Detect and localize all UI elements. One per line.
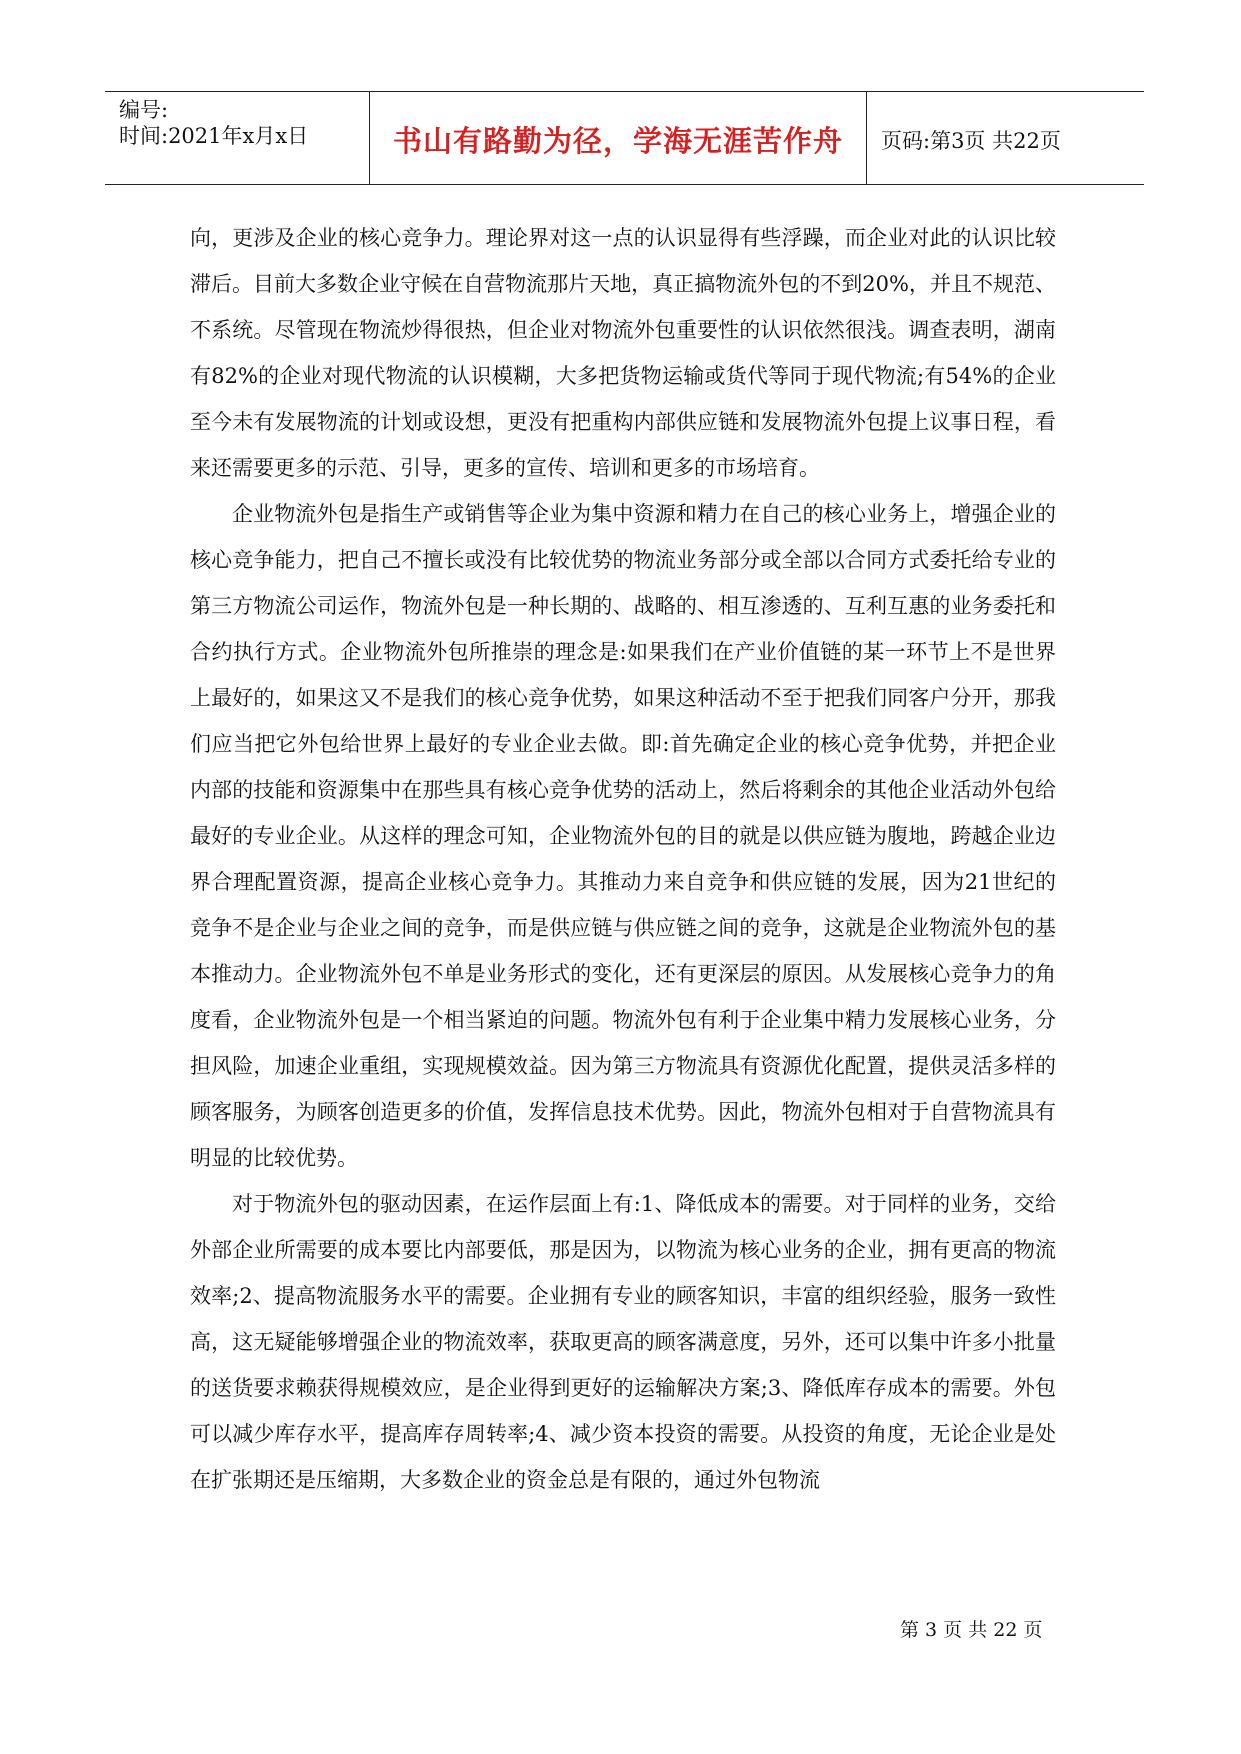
motto-text: 书山有路勤为径，学海无涯苦作舟 <box>392 124 843 158</box>
header-info-cell <box>105 92 370 184</box>
paragraph-3: 对于物流外包的驱动因素，在运作层面上有:1、降低成本的需要。对于同样的业务，交给外部企业所需要的成本要比内部要低，那是因为，以物流为核心业务的企业，拥有更高的物流效率;2、提高物流服务水平的需要。企业拥有专业的顾客知识，丰富的组织经验，服务一致性高，这无疑能够增强企业的物流效率，获取更高的顾客满意度，另外，还可以集中许多小批量的送货要求赖获得规模效应，是企业得到更好的运输解决方案;3、降低库存成本的需要。外包可以减少库存水平，提高库存周转率;4、减少资本投资的需要。从投资的角度，无论企业是处在扩张期还是压缩期，大多数企业的资金总是有限的，通过外包物流 <box>190 1192 1056 1492</box>
document-body <box>190 215 1056 1503</box>
document-number-label: 编号: <box>119 98 169 122</box>
paragraph-1: 向，更涉及企业的核心竞争力。理论界对这一点的认识显得有些浮躁，而企业对此的认识比较滞后。目前大多数企业守候在自营物流那片天地，真正搞物流外包的不到20%，并且不规范、不系统。尽管现在物流炒得很热，但企业对物流外包重要性的认识依然很浅。调查表明，湖南有82%的企业对现代物流的认识模糊，大多把货物运输或货代等同于现代物流;有54%的企业至今未有发展物流的计划或设想，更没有把重构内部供应链和发展物流外包提上议事日程，看来还需要更多的示范、引导，更多的宣传、培训和更多的市场培育。 <box>190 226 1056 480</box>
page-header <box>105 91 1144 185</box>
page-code-label: 页码:第3页 共22页 <box>881 129 1061 153</box>
header-page-cell <box>867 92 1144 184</box>
document-time-label: 时间:2021年x月x日 <box>119 124 309 148</box>
header-motto-cell <box>370 92 867 184</box>
paragraph-2: 企业物流外包是指生产或销售等企业为集中资源和精力在自己的核心业务上，增强企业的核心竞争能力，把自己不擅长或没有比较优势的物流业务部分或全部以合同方式委托给专业的第三方物流公司运作，物流外包是一种长期的、战略的、相互渗透的、互利互惠的业务委托和合约执行方式。企业物流外包所推崇的理念是:如果我们在产业价值链的某一环节上不是世界上最好的，如果这又不是我们的核心竞争优势，如果这种活动不至于把我们同客户分开，那我们应当把它外包给世界上最好的专业企业去做。即:首先确定企业的核心竞争优势，并把企业内部的技能和资源集中在那些具有核心竞争优势的活动上，然后将剩余的其他企业活动外包给最好的专业企业。从这样的理念可知，企业物流外包的目的就是以供应链为腹地，跨越企业边界合理配置资源，提高企业核心竞争力。其推动力来自竞争和供应链的发展，因为21世纪的竞争不是企业与企业之间的竞争，而是供应链与供应链之间的竞争，这就是企业物流外包的基本推动力。企业物流外包不单是业务形式的变化，还有更深层的原因。从发展核心竞争力的角度看，企业物流外包是一个相当紧迫的问题。物流外包有利于企业集中精力发展核心业务，分担风险，加速企业重组，实现规模效益。因为第三方物流具有资源优化配置，提供灵活多样的顾客服务，为顾客创造更多的价值，发挥信息技术优势。因此，物流外包相对于自营物流具有明显的比较优势。 <box>190 502 1056 1170</box>
page-footer: 第 3 页 共 22 页 <box>900 1619 1043 1641</box>
